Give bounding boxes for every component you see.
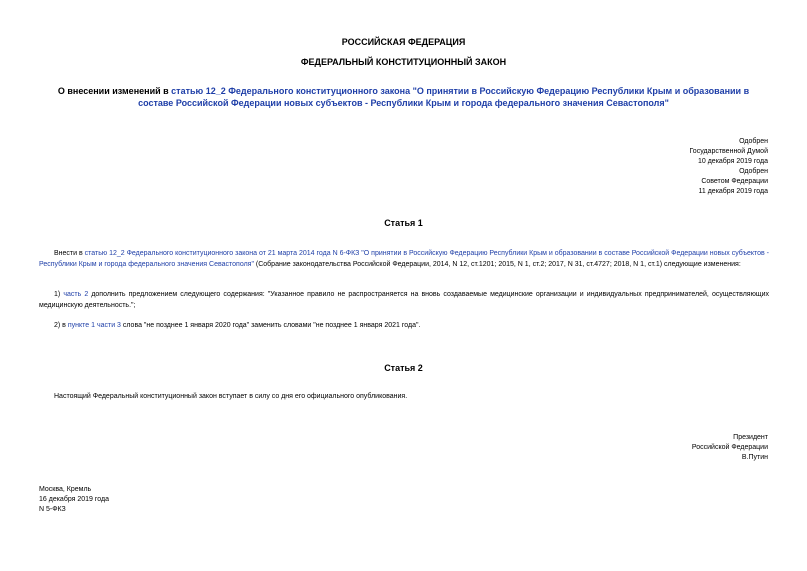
document-law-type: ФЕДЕРАЛЬНЫЙ КОНСТИТУЦИОННЫЙ ЗАКОН xyxy=(300,57,507,67)
approval-line: Государственной Думой xyxy=(689,148,768,155)
part-2-link[interactable]: часть 2 xyxy=(63,291,89,298)
item-text: 2) в xyxy=(54,322,68,329)
footer-block xyxy=(39,485,109,515)
footer-place: Москва, Кремль xyxy=(39,486,92,493)
intro-text: Внести в xyxy=(54,250,85,257)
approval-block xyxy=(689,137,768,197)
article-1-item-1 xyxy=(39,290,769,311)
footer-number: N 5-ФКЗ xyxy=(39,506,66,513)
approval-line: Одобрен xyxy=(739,168,768,175)
title-law-link[interactable]: статью 12_2 Федерального конституционного закона "О принятии в Российскую Федерацию Республики Крым и образовании в составе Российской Федерации новых субъектов - Республики Крым и города федерального значения Севастополя" xyxy=(138,86,750,108)
approval-date: 10 декабря 2019 года xyxy=(697,158,768,165)
point-1-link[interactable]: пункте 1 xyxy=(67,322,95,329)
title-prefix: О внесении изменений в xyxy=(57,86,172,96)
item-text: дополнить предложением следующего содержания: "Указанное правило не распространяется на вновь создаваемые медицинские организации и индивидуальных предпринимателей, осуществляющих медицинскую деятельность."; xyxy=(39,291,769,309)
signature-block xyxy=(692,433,768,463)
signature-name: В.Путин xyxy=(741,454,768,461)
part-3-link[interactable]: части 3 xyxy=(96,322,121,329)
article-2-heading: Статья 2 xyxy=(384,363,423,373)
signature-title: Российской Федерации xyxy=(691,444,768,451)
intro-text: (Собрание законодательства Российской Федерации, 2014, N 12, ст.1201; 2015, N 1, ст.2; 2017, N 31, ст.4727; 2018, N 1, ст.1) следующие изменения: xyxy=(253,260,741,268)
article-1-intro xyxy=(39,249,769,270)
article-1-heading: Статья 1 xyxy=(384,218,423,228)
approval-line: Одобрен xyxy=(739,138,768,145)
item-text: слова "не позднее 1 января 2020 года" заменить словами "не позднее 1 января 2021 года". xyxy=(120,322,421,329)
footer-date: 16 декабря 2019 года xyxy=(39,496,110,503)
document-country: РОССИЙСКАЯ ФЕДЕРАЦИЯ xyxy=(341,37,466,47)
intro-law-link[interactable]: статью 12_2 Федерального конституционного закона от 21 марта 2014 года N 6-ФКЗ "О принятии в Российскую Федерацию Республики Крым и образовании в составе Российской Федерации новых субъектов - Республики Крым и города федерального значения Севастополя" xyxy=(39,250,769,268)
approval-date: 11 декабря 2019 года xyxy=(698,188,768,195)
document-title xyxy=(40,85,767,109)
approval-line: Советом Федерации xyxy=(701,178,768,185)
item-text: 1) xyxy=(54,291,64,298)
article-1-item-2 xyxy=(39,321,769,332)
article-2-text: Настоящий Федеральный конституционный закон вступает в силу со дня его официального опубликования. xyxy=(54,393,408,400)
signature-title: Президент xyxy=(733,434,768,441)
